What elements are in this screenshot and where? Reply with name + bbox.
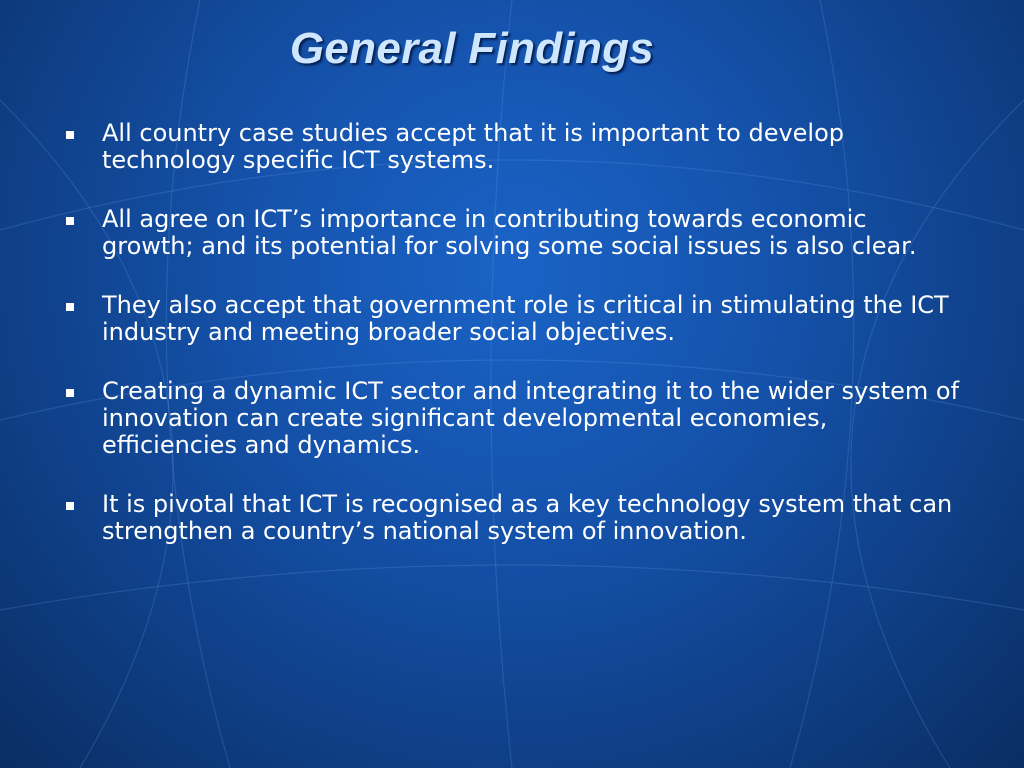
bullet-item bbox=[60, 378, 960, 459]
bullet-list bbox=[60, 120, 960, 577]
bullet-item bbox=[60, 206, 960, 260]
square-bullet-icon bbox=[66, 303, 74, 311]
bullet-text: All country case studies accept that it is important to develop technology specific ICT systems. bbox=[102, 119, 845, 174]
square-bullet-icon bbox=[66, 389, 74, 397]
bullet-item bbox=[60, 292, 960, 346]
bullet-text: They also accept that government role is critical in stimulating the ICT industry and meeting broader social objectives. bbox=[102, 291, 949, 346]
square-bullet-icon bbox=[66, 502, 74, 510]
square-bullet-icon bbox=[66, 131, 74, 139]
bullet-text: It is pivotal that ICT is recognised as a key technology system that can strengthen a country’s national system of innovation. bbox=[102, 490, 953, 545]
slide-title: General Findings bbox=[289, 24, 655, 73]
bullet-item bbox=[60, 120, 960, 174]
bullet-text: Creating a dynamic ICT sector and integrating it to the wider system of innovation can create significant developmental economies, efficiencies and dynamics. bbox=[102, 377, 960, 459]
square-bullet-icon bbox=[66, 217, 74, 225]
bullet-item bbox=[60, 491, 960, 545]
bullet-text: All agree on ICT’s importance in contributing towards economic growth; and its potential for solving some social issues is also clear. bbox=[102, 205, 917, 260]
